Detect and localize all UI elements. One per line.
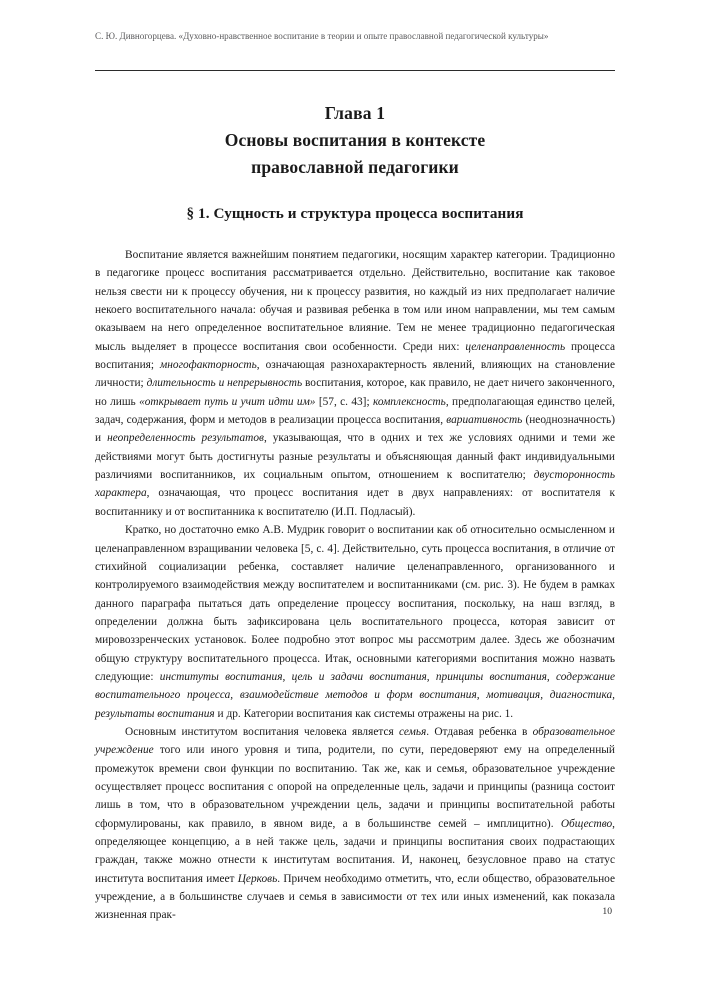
emphasized-term: вариативность [446,414,523,427]
emphasized-term: Общество [560,817,613,830]
emphasized-term: институты воспитания, цель и задачи воспитания, принципы воспитания, содержание воспитательного процесса, взаимодействие методов и форм воспитания, мотивация, диагностика, результаты воспитания [95,670,616,720]
body-run: Основным институтом воспитания человека является [125,725,399,738]
running-header: С. Ю. Дивногорцева. «Духовно-нравственное воспитание в теории и опыте православной педагогической культуры» [95,31,549,41]
emphasized-term: семья [398,725,427,738]
body-text-column [95,246,615,925]
body-run: и др. Категории воспитания как системы отражены на рис. 1. [214,707,514,720]
emphasized-term: комплексность [372,395,446,408]
body-run: . Причем необходимо отметить, что, если общество, образовательное учреждение, а в большинстве случаев и семья в зависимости от тех или иных изменений, как показала жизненная прак- [95,872,615,922]
body-run: , определяющее концепцию, а в ней также цель, задачи и принципы воспитания своих подрастающих граждан, также можно отнести к институтам воспитания. И, наконец, безусловное право на статус института воспитания имеет [95,817,615,885]
chapter-number: Глава 1 [324,103,386,123]
header-divider-rule [95,70,615,71]
emphasized-term: многофакторность [160,359,257,372]
body-run: , предполагающая единство целей, задач, содержания, форм и методов в реализации процесса воспитания, [95,395,615,427]
body-run: того или иного уровня и типа, родители, по сути, передоверяют ему на определенный промежуток времени свои функции по воспитанию. Так же, как и семья, образовательное учреждение осуществляет процесс воспитания с опорой на определенные цель, задачи и принципы (разница состоит лишь в том, что в образовательном учреждении цель, задачи и принципы воспитательной работы сформулированы, как правило, в явном виде, а в большинстве семей – имплицитно). [95,744,615,830]
emphasized-term: целенаправленность [465,340,566,353]
body-paragraph [95,246,615,521]
body-run: процесса воспитания; [95,340,615,372]
emphasized-term: длительность и непрерывность [146,377,303,390]
emphasized-term: «открывает путь и учит идти им» [139,395,316,408]
body-run: Воспитание является важнейшим понятием педагогики, носящим характер категории. Традиционно в педагогике процесс воспитания рассматривается отдельно. Действительно, воспитание как таковое нельзя свести ни к процессу обучения, ни к процессу развития, но каждый из них предполагает наличие некоего воспитательного начала: обучая и развивая ребенка в том или ином направлении, мы тем самым оказываем на него определенное воспитательное влияние. Тем не менее традиционно педагогическая мысль выделяет в процессе воспитания свои особенности. Среди них: [95,249,615,353]
body-run: Кратко, но достаточно емко А.В. Мудрик говорит о воспитании как об относительно осмысленном и целенаправленном взращивании человека [5, с. 4]. Действительно, суть процесса воспитания, в отличие от стихийной социализации ребенка, составляет наличие целенаправленного, организованного и контролируемого взаимодействия между воспитателем и воспитанниками (см. рис. 3). Не будем в рамках данного параграфа пытаться дать определение процессу воспитания, поскольку, на наш взгляд, в определении должна быть зафиксирована цель воспитательного процесса, которая зависит от мировоззренческих установок. Более подробно этот вопрос мы рассмотрим далее. Здесь же обозначим общую структуру воспитательного процесса. Итак, основными категориями воспитания можно назвать следующие: [95,524,615,683]
section-heading: § 1. Сущность и структура процесса воспитания [186,205,524,222]
emphasized-term: неопределенность результатов [107,432,264,445]
body-paragraph [95,723,615,925]
body-run: , указывающая, что в одних и тех же условиях одними и теми же действиями могут быть достигнуты разные результаты и объясняющая данный факт индивидуальными различиями воспитанников, их социальным опытом, отношением к воспитателю; [95,432,615,482]
emphasized-term: Церковь [237,872,278,885]
chapter-title-line-2: православной педагогики [251,157,459,178]
body-run: , означающая, что процесс воспитания идет в двух направлениях: от воспитателя к воспитаннику и от воспитанника к воспитателю (И.П. Подласый). [95,487,615,518]
emphasized-term: двусторонность характера [95,469,615,500]
body-run: , означающая разнохарактерность явлений, влияющих на становление личности; [95,359,615,390]
page-number: 10 [602,906,612,917]
body-paragraph [95,521,615,723]
emphasized-term: образовательное учреждение [95,725,615,757]
body-run: (неоднозначность) и [95,414,616,445]
chapter-title-line-1: Основы воспитания в контексте [224,130,486,151]
chapter-heading-block [95,100,615,181]
body-run: [57, с. 43]; [315,395,373,408]
body-run: . Отдавая ребенка в [426,725,533,738]
body-run: воспитания, которое, как правило, не дает ничего законченного, но лишь [95,377,615,408]
